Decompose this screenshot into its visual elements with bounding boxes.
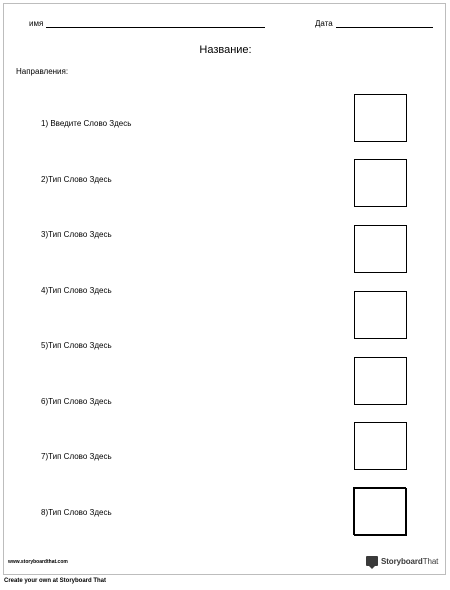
logo-text	[381, 557, 438, 566]
item-label-6: 6)Тип Слово Здесь	[41, 397, 112, 406]
logo-text-bold: Storyboard	[381, 556, 423, 566]
create-your-own-link[interactable]: Create your own at Storyboard That	[4, 578, 107, 584]
item-box-3[interactable]	[354, 225, 407, 273]
item-box-4[interactable]	[354, 291, 407, 339]
item-box-5[interactable]	[354, 357, 407, 405]
item-label-5: 5)Тип Слово Здесь	[41, 341, 112, 350]
item-label-4: 4)Тип Слово Здесь	[41, 286, 112, 295]
item-box-8[interactable]	[353, 487, 406, 535]
item-box-6[interactable]	[354, 422, 407, 470]
item-label-3: 3)Тип Слово Здесь	[41, 230, 112, 239]
date-field-line[interactable]	[336, 27, 433, 28]
item-label-2: 2)Тип Слово Здесь	[41, 175, 112, 184]
name-field-line[interactable]	[46, 27, 265, 28]
worksheet-title: Название:	[199, 44, 252, 56]
date-label: Дата	[315, 19, 333, 28]
item-label-1: 1) Введите Слово Здесь	[41, 119, 132, 128]
name-label: имя	[29, 19, 44, 28]
item-box-1[interactable]	[354, 94, 407, 142]
item-label-7: 7)Тип Слово Здесь	[41, 452, 112, 461]
logo-text-light: That	[422, 556, 439, 566]
item-label-8: 8)Тип Слово Здесь	[41, 508, 112, 517]
directions-label: Направления:	[16, 67, 69, 76]
footer-url[interactable]: www.storyboardthat.com	[8, 559, 68, 565]
storyboardthat-logo[interactable]	[366, 554, 438, 568]
storyboard-icon	[366, 556, 378, 566]
item-box-2[interactable]	[354, 159, 407, 207]
